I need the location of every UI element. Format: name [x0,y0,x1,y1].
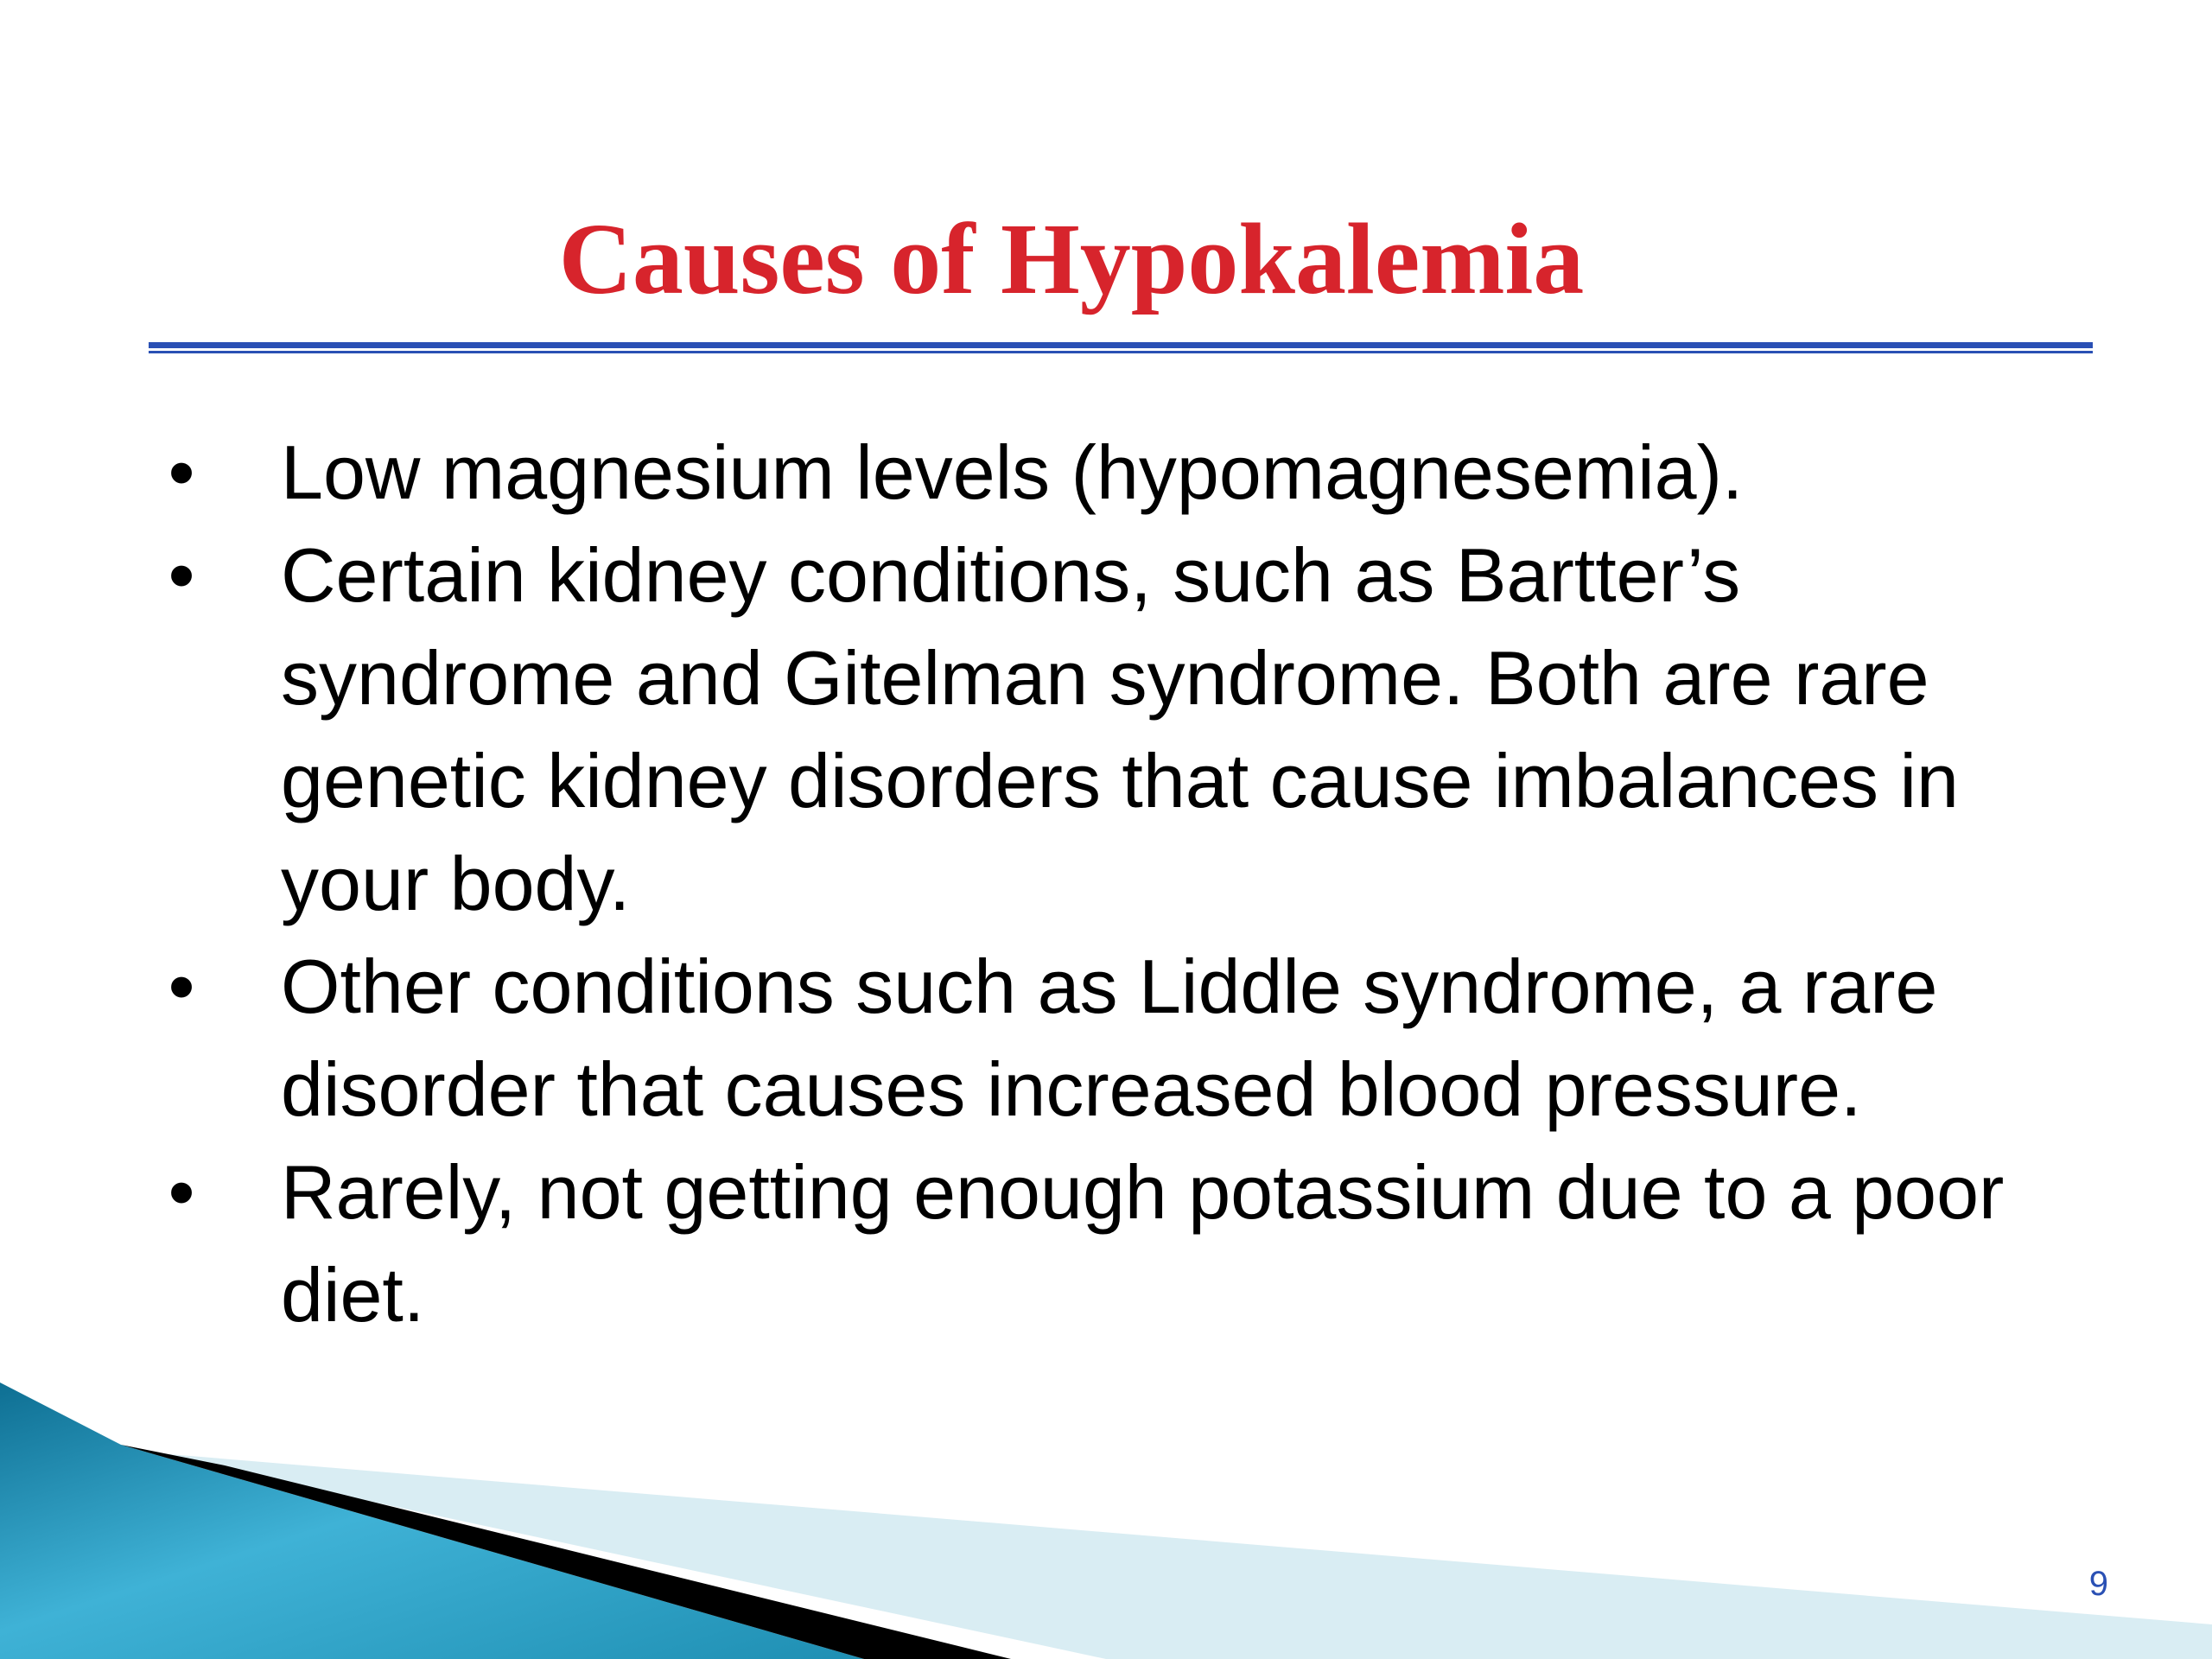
slide-title: Causes of Hypokalemia [558,202,1585,315]
bullet-list [164,421,2022,1346]
bullet-item [164,1141,2022,1346]
title-divider-thin-line [149,351,2093,353]
bullet-item [164,935,2022,1141]
bullet-item [164,421,2022,524]
bullet-marker: • [168,532,195,618]
bullet-text: Low magnesium levels (hypomagnesemia). [281,429,1744,515]
bullet-item [164,524,2022,935]
bullet-text: Rarely, not getting enough potassium due to a poor diet. [281,1149,2005,1338]
corner-swoosh-decoration [0,1382,2212,1659]
bullet-marker: • [168,429,195,515]
page-number: 9 [2088,1565,2108,1603]
bullet-marker: • [168,1149,195,1235]
title-divider-thick-line [149,342,2093,348]
bullet-text: Other conditions such as Liddle syndrome, a rare disorder that causes increased blood pressure. [281,944,1938,1132]
bullet-text: Certain kidney conditions, such as Bartter’s syndrome and Gitelman syndrome. Both are rare genetic kidney disorders that cause imbalances in your body. [281,532,1959,926]
bullet-marker: • [168,944,195,1029]
title-divider [149,342,2093,354]
